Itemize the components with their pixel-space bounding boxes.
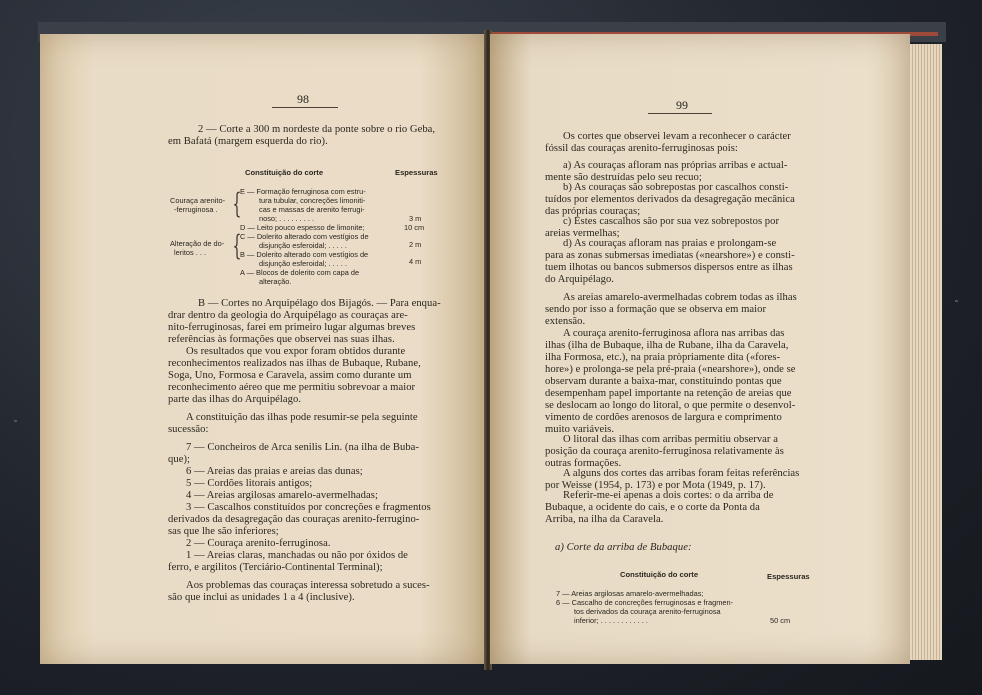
text-line: tuídos por elementos derivados da desagregação mecânica (545, 194, 795, 205)
text-line: 2 — Corte a 300 m nordeste da ponte sobre o rio Geba, (198, 124, 436, 135)
table-header-col2: Espessuras (767, 572, 810, 581)
text-line: por Weisse (1954, p. 173) e por Mota (1949, p. 17). (545, 480, 766, 491)
text-line: 5 — Cordões litorais antigos; (186, 478, 313, 489)
table-row: tos derivados da couraça arenito-ferruginosa (574, 607, 721, 616)
table-header-col1: Constituição do corte (620, 570, 699, 579)
text-line: parte das ilhas do Arquipélago. (168, 394, 302, 405)
text-line: muito variáveis. (545, 424, 615, 435)
text-line: ilha Formosa, etc.), na praia pròpriamente dita («fores- (545, 352, 781, 363)
text-line: que); (168, 454, 191, 465)
table-row: 6 — Cascalho de concreções ferruginosas e fragmen- (556, 598, 734, 607)
table-row: inferior; . . . . . . . . . . . . (574, 616, 648, 625)
table-row: 7 — Areias argilosas amarelo-avermelhadas; (556, 589, 704, 598)
text-line: ferro, e argilitos (Terciário-Continental Terminal); (168, 562, 383, 573)
right-page (490, 34, 910, 664)
text-line: das próprias couraças; (545, 206, 641, 217)
text-line: sucessão: (168, 424, 209, 435)
table-row: A — Blocos de dolerito com capa de (240, 268, 360, 277)
header-rule (272, 107, 338, 108)
section-subheading: a) Corte da arriba de Bubaque: (555, 542, 692, 553)
header-rule (648, 113, 712, 114)
text-line: referências às formações que observei nas suas ilhas. (168, 334, 395, 345)
table-row: C — Dolerito alterado com vestígios de (240, 232, 369, 241)
text-line: O litoral das ilhas com arribas permitiu observar a (563, 434, 778, 445)
text-line: drar dentro da geologia do Arquipélago as couraças are- (168, 310, 408, 321)
text-line: sas que lhe são inferiores; (168, 526, 279, 537)
text-line: 7 — Concheiros de Arca senilis Lin. (na ilha de Buba- (186, 442, 420, 453)
text-line: do Arquipélago. (545, 274, 615, 285)
text-line: nito-ferruginosas, farei em primeiro lugar algumas breves (168, 322, 416, 333)
text-line: reconhecimentos realizados nas ilhas de Bubaque, Rubane, (168, 358, 421, 369)
left-page (40, 34, 486, 664)
group-label: Couraça arenito- (170, 196, 226, 205)
brace: { (232, 187, 242, 220)
text-line: As areias amarelo-avermelhadas cobrem todas as ilhas (563, 292, 797, 303)
text-line: em Bafatá (margem esquerda do rio). (168, 136, 328, 147)
table-row: disjunção esferoidal; . . . . . (259, 259, 347, 268)
text-line: mente são destruídas pelo seu recuo; (545, 172, 702, 183)
table-row: E — Formação ferruginosa com estru- (240, 187, 366, 196)
text-line: sendo por isso a formação que se observa em maior (545, 304, 767, 315)
text-line: 6 — Areias das praias e areias das dunas; (186, 466, 363, 477)
text-line: A constituição das ilhas pode resumir-se pela seguinte (186, 412, 418, 423)
table-row: cas e massas de arenito ferrugi- (259, 205, 365, 214)
table-row: B — Dolerito alterado com vestígios de (240, 250, 369, 259)
text-line: vimento de cordões arenosos de largura e comprimento (545, 412, 782, 423)
text-line: B — Cortes no Arquipélago dos Bijagós. — Para enqua- (198, 298, 441, 309)
text-line: Aos problemas das couraças interessa sobretudo a suces- (186, 580, 430, 591)
table-header-col2: Espessuras (395, 168, 438, 177)
table-row: tura tubular, concreções limoniti- (259, 196, 366, 205)
text-line: ilhas (ilha de Bubaque, ilha de Rubane, ilha da Caravela, (545, 340, 789, 351)
page-number: 98 (297, 92, 309, 106)
text-line: 4 — Areias argilosas amarelo-avermelhadas; (186, 490, 378, 501)
text-line: Referir-me-ei apenas a dois cortes: o da arriba de (563, 490, 774, 501)
table-row: noso; . . . . . . . . . (259, 214, 315, 223)
table-row: alteração. (259, 277, 292, 286)
cover-speck (14, 420, 17, 422)
text-line: Os cortes que observei levam a reconhecer o carácter (563, 131, 791, 142)
text-line: tuem ilhotas ou bancos submersos dispersos entre as ilhas (545, 262, 793, 273)
thickness-value: 4 m (409, 257, 422, 266)
thickness-value: 10 cm (404, 223, 425, 232)
text-line: são que inclui as unidades 1 a 4 (inclusive). (168, 592, 355, 603)
text-line: fóssil das couraças arenito-ferruginosas pois: (545, 143, 738, 154)
text-line: outras formações. (545, 458, 622, 469)
text-line: b) As couraças são sobrepostas por cascalhos consti- (563, 182, 789, 193)
table-row: disjunção esferoidal; . . . . . (259, 241, 347, 250)
text-line: 3 — Cascalhos constituídos por concreções e fragmentos (186, 502, 431, 513)
text-line: observam durante a baixa-mar, constituindo pontas que (545, 376, 782, 387)
thickness-value: 50 cm (770, 616, 791, 625)
text-line: 1 — Areias claras, manchadas ou não por óxidos de (186, 550, 408, 561)
text-line: A couraça arenito-ferruginosa aflora nas arribas das (563, 328, 785, 339)
table-header-col1: Constituição do corte (245, 168, 324, 177)
text-line: a) As couraças afloram nas próprias arribas e actual- (563, 160, 788, 171)
text-line: reconhecimento aéreo que me permitiu sobrevoar a maior (168, 382, 416, 393)
text-line: posição da couraça arenito-ferruginosa relativamente às (545, 446, 784, 457)
text-line: Arriba, na ilha da Caravela. (545, 514, 664, 525)
page-number: 99 (676, 98, 688, 112)
cover-speck (955, 300, 958, 302)
text-line: extensão. (545, 316, 586, 327)
page-edges (910, 44, 942, 660)
table-row: D — Leito pouco espesso de limonite; (240, 223, 365, 232)
text-line: derivados da desagregação das couraças arenito-ferrugino- (168, 514, 420, 525)
group-label: leritos . . . (174, 248, 207, 257)
text-line: d) As couraças afloram nas praias e prolongam-se (563, 238, 777, 249)
text-line: Os resultados que vou expor foram obtidos durante (186, 346, 406, 357)
brace: { (232, 229, 242, 262)
text-line: A alguns dos cortes das arribas foram feitas referências (563, 468, 800, 479)
text-line: Bubaque, a ocidente do cais, e o corte da Ponta da (545, 502, 760, 513)
text-line: desempenham papel importante na retenção de areias que (545, 388, 792, 399)
group-label: -ferruginosa . (174, 205, 218, 214)
text-line: areias vermelhas; (545, 228, 620, 239)
text-line: Soga, Uno, Formosa e Caravela, assim como durante um (168, 370, 412, 381)
group-label: Alteração de do- (170, 239, 225, 248)
thickness-value: 3 m (409, 214, 422, 223)
thickness-value: 2 m (409, 240, 422, 249)
text-line: 2 — Couraça arenito-ferruginosa. (186, 538, 331, 549)
text-line: para as zonas submersas imediatas («nearshore») e consti- (545, 250, 795, 261)
text-line: hore») e prolonga-se pela pré-praia («nearshore»), onde se (545, 364, 796, 375)
text-line: se deslocam ao longo do litoral, o que permite o desenvol- (545, 400, 796, 411)
text-line: c) Estes cascalhos são por sua vez sobrepostos por (563, 216, 780, 227)
